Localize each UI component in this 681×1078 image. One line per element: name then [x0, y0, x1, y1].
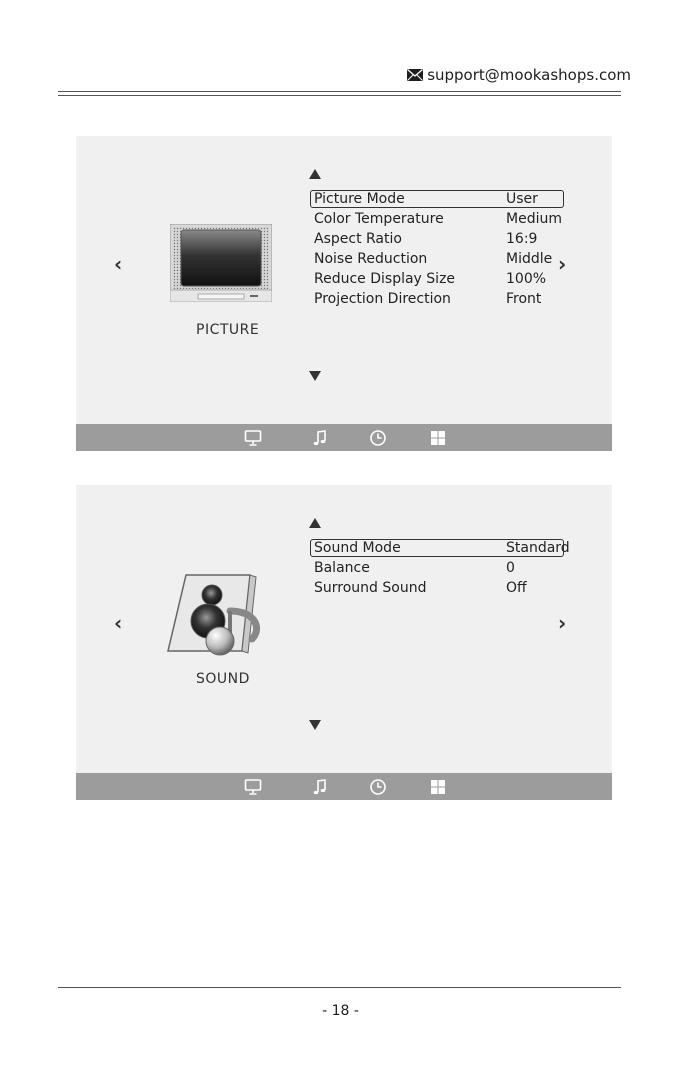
grid-icon[interactable] [429, 778, 447, 796]
music-note-icon[interactable] [311, 429, 329, 447]
menu-item-label: Color Temperature [314, 211, 444, 227]
menu-item-picture-mode[interactable] [310, 189, 610, 209]
picture-menu-list [310, 189, 610, 309]
menu-tab-bar [76, 773, 612, 800]
menu-item-value: Front [506, 291, 542, 307]
menu-item-value: Middle [506, 251, 553, 267]
panel-caption: PICTURE [196, 322, 260, 338]
menu-item-label: Reduce Display Size [314, 271, 456, 287]
scroll-up-arrow[interactable] [309, 169, 321, 179]
footer-rule [58, 987, 621, 988]
support-email [407, 66, 631, 84]
nav-right-arrow[interactable]: › [558, 611, 567, 635]
menu-item-label: Sound Mode [314, 540, 401, 556]
menu-item-value: 100% [506, 271, 547, 287]
menu-item-aspect-ratio[interactable] [310, 229, 610, 249]
monitor-icon[interactable] [244, 778, 262, 796]
menu-item-value: Off [506, 580, 527, 596]
menu-tab-bar [76, 424, 612, 451]
header-rule [58, 91, 621, 92]
menu-item-surround-sound[interactable] [310, 578, 610, 598]
menu-item-value: Standard [506, 540, 570, 556]
menu-item-projection-direction[interactable] [310, 289, 610, 309]
menu-item-label: Noise Reduction [314, 251, 428, 267]
speaker-icon [164, 571, 270, 657]
scroll-down-arrow[interactable] [309, 371, 321, 381]
sound-menu-list [310, 538, 610, 598]
music-note-icon[interactable] [311, 778, 329, 796]
menu-item-noise-reduction[interactable] [310, 249, 610, 269]
monitor-icon[interactable] [244, 429, 262, 447]
menu-item-color-temperature[interactable] [310, 209, 610, 229]
menu-item-balance[interactable] [310, 558, 610, 578]
scroll-up-arrow[interactable] [309, 518, 321, 528]
nav-left-arrow[interactable]: ‹ [114, 252, 123, 276]
picture-menu-panel [76, 136, 612, 451]
nav-left-arrow[interactable]: ‹ [114, 611, 123, 635]
menu-item-label: Projection Direction [314, 291, 451, 307]
menu-item-value: 16:9 [506, 231, 538, 247]
nav-right-arrow[interactable]: › [558, 252, 567, 276]
sound-menu-panel [76, 485, 612, 800]
menu-item-value: 0 [506, 560, 515, 576]
clock-icon[interactable] [369, 429, 387, 447]
envelope-icon [407, 69, 423, 81]
menu-item-reduce-display-size[interactable] [310, 269, 610, 289]
menu-item-label: Balance [314, 560, 370, 576]
menu-item-value: Medium [506, 211, 562, 227]
header-rule [58, 95, 621, 96]
grid-icon[interactable] [429, 429, 447, 447]
page-number: - 18 - [322, 1003, 359, 1019]
clock-icon[interactable] [369, 778, 387, 796]
menu-item-label: Aspect Ratio [314, 231, 402, 247]
menu-item-sound-mode[interactable] [310, 538, 610, 558]
menu-item-value: User [506, 191, 538, 207]
tv-icon [170, 224, 272, 302]
menu-item-label: Picture Mode [314, 191, 405, 207]
panel-caption: SOUND [196, 671, 250, 687]
menu-item-label: Surround Sound [314, 580, 427, 596]
email-text: support@mookashops.com [427, 66, 631, 84]
scroll-down-arrow[interactable] [309, 720, 321, 730]
